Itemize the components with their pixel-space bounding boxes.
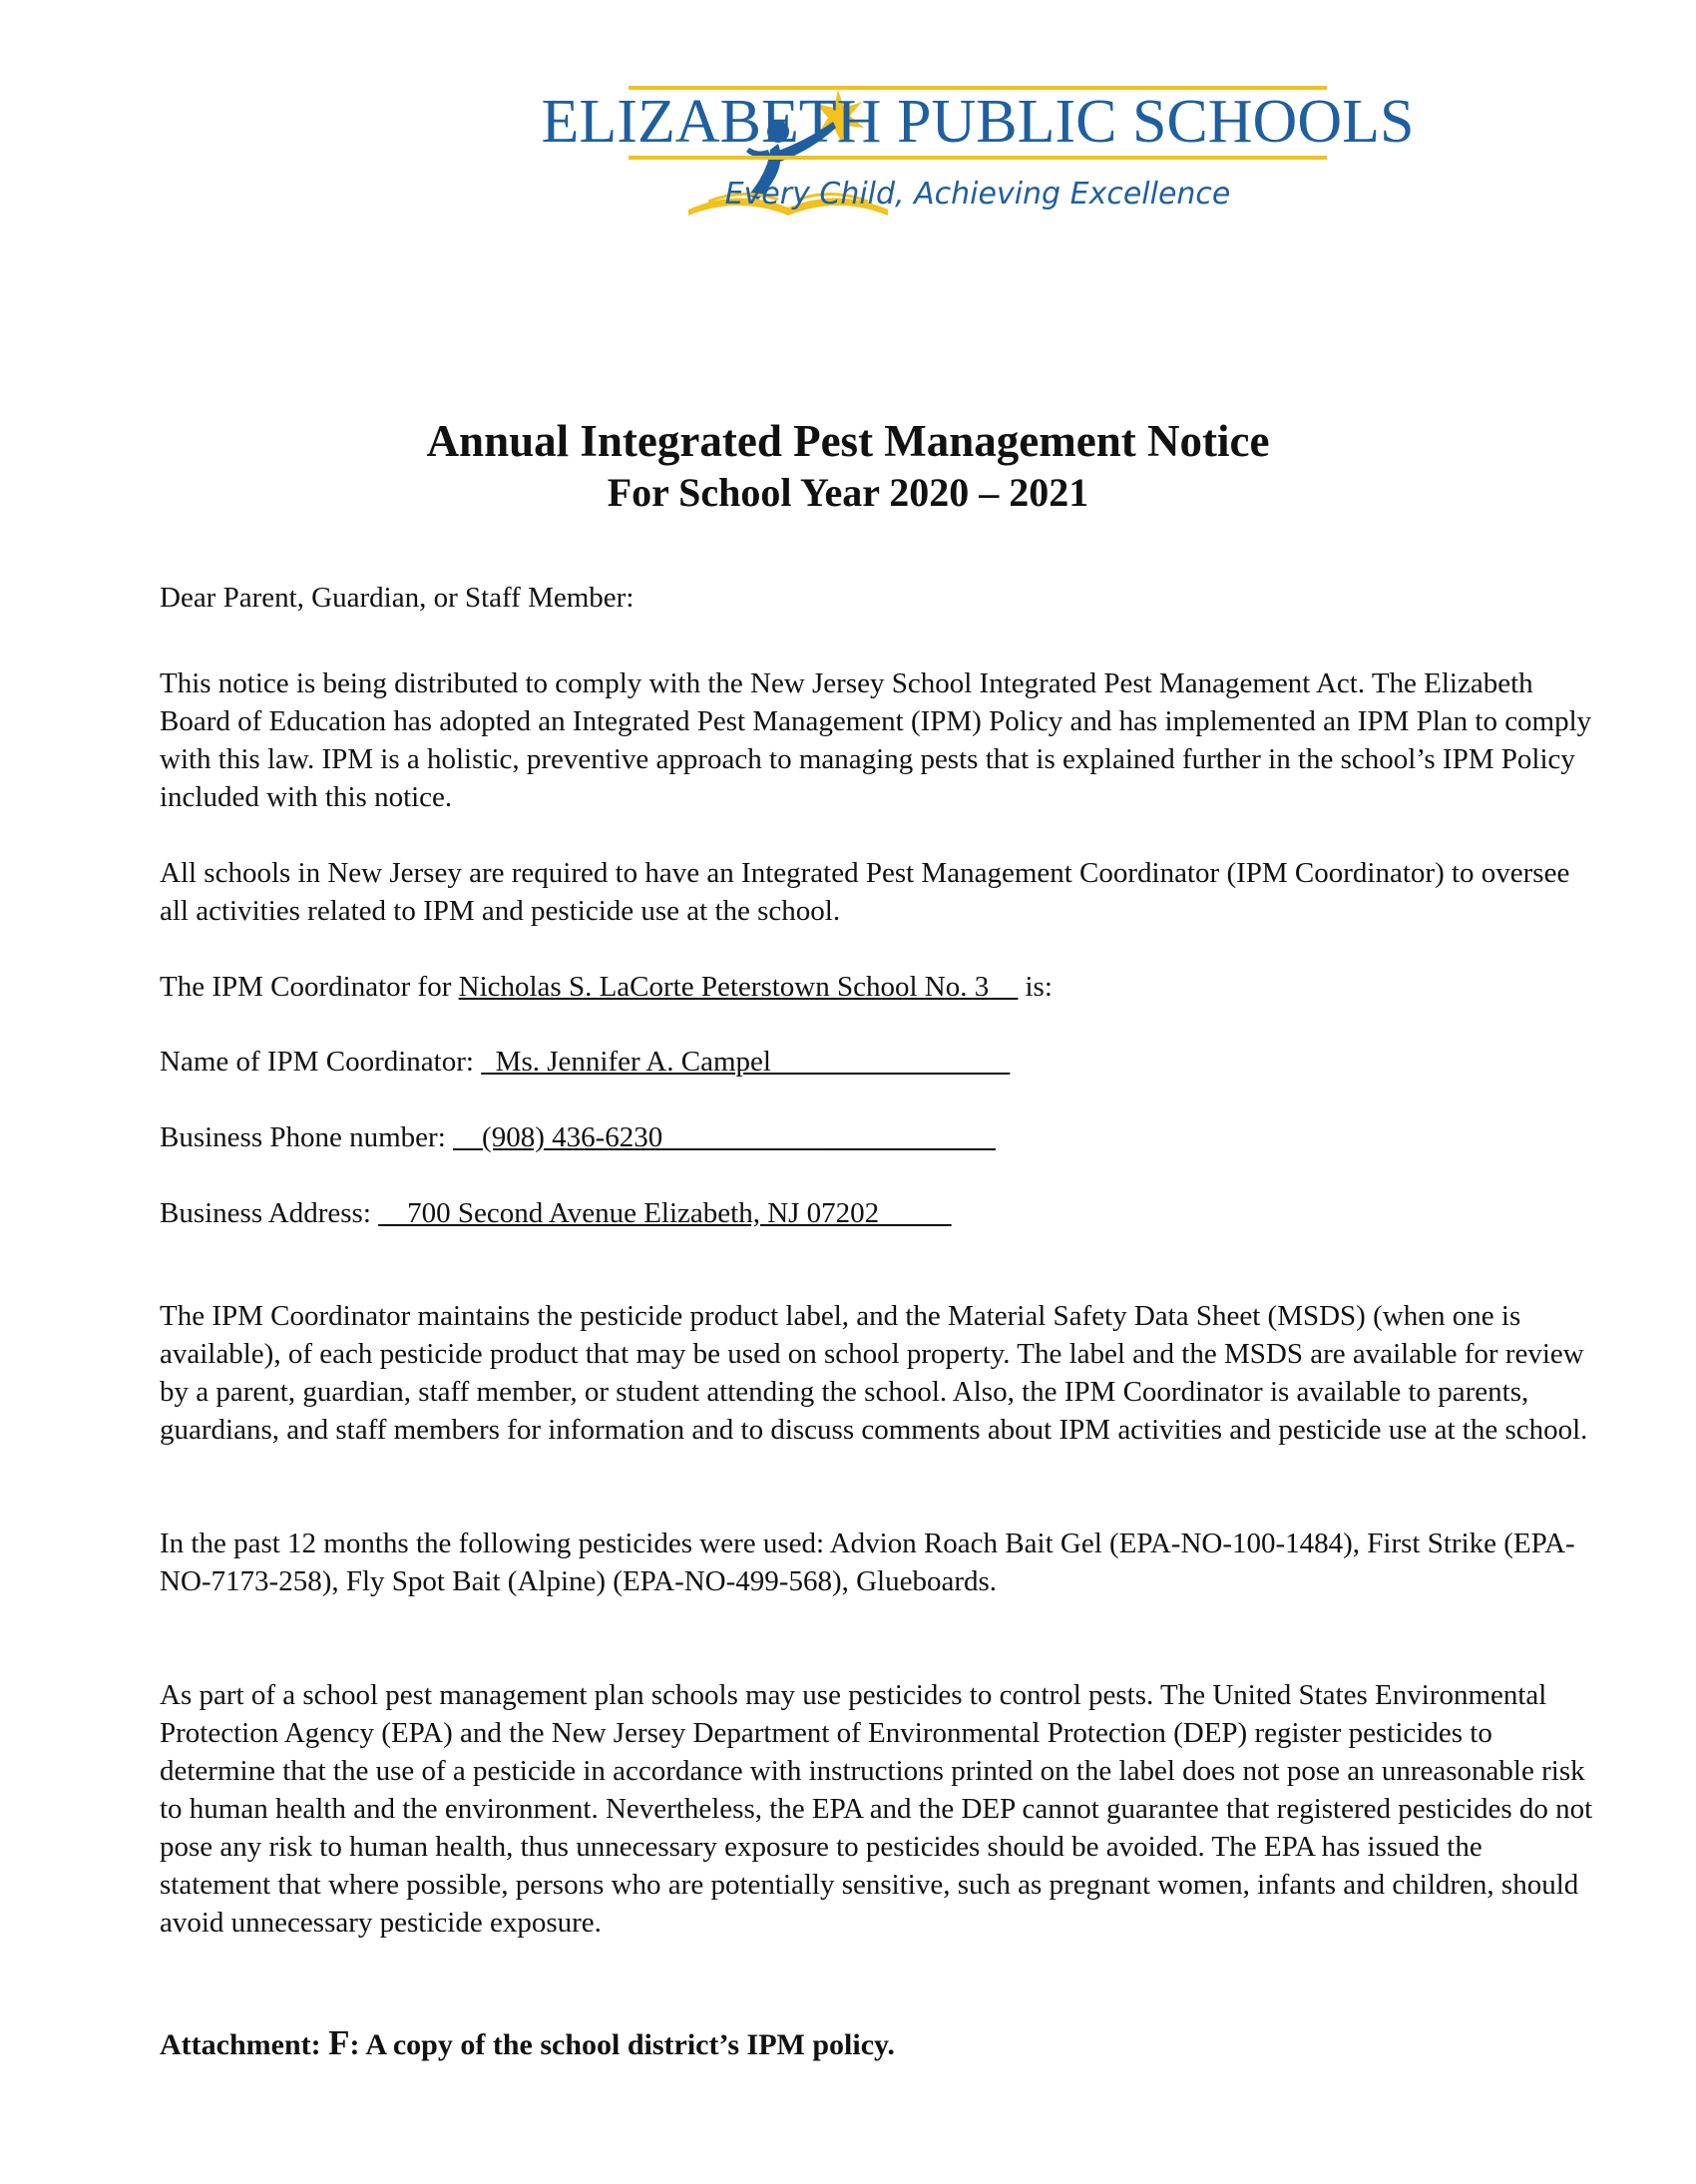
epa-statement-paragraph: As part of a school pest management plan schools may use pesticides to control pests. The United States Environmental Protection Agency (EPA) and the New Jersey Department of Environmental Protection (DEP) register pesticides to determine that the use of a pesticide in accordance with instructions printed on the label does not pose an unreasonable risk to human health and the environment. Nevertheless, the EPA and the DEP cannot guarantee that registered pesticides do not pose any risk to human health, thus unnecessary exposure to pesticides should be avoided. The EPA has issued the statement that where possible, persons who are potentially sensitive, such as pregnant women, infants and children, should avoid unnecessary pesticide exposure. bbox=[160, 1679, 1593, 1939]
district-name-wordmark bbox=[541, 80, 1415, 219]
coordinator-name-value: Ms. Jennifer A. Campel ____________ bbox=[481, 1046, 1011, 1078]
coordinator-line-suffix: is: bbox=[1018, 971, 1053, 1003]
business-phone-value: (908) 436-6230 ____________ bbox=[453, 1121, 996, 1153]
coordinator-name-field bbox=[160, 1043, 1010, 1081]
pesticides-used-paragraph: In the past 12 months the following pesticides were used: Advion Roach Bait Gel (EPA-NO-100-1484), First Strike (EPA-NO-7173-258), Fly Spot Bait (Alpine) (EPA-NO-499-568), Glueboards. bbox=[160, 1528, 1575, 1597]
business-phone-field bbox=[160, 1118, 996, 1156]
business-address-field bbox=[160, 1194, 952, 1232]
coordinator-line bbox=[160, 968, 1596, 1006]
business-address-value: 700 Second Avenue Elizabeth, NJ 07202 bbox=[378, 1197, 952, 1229]
business-phone-label: Business Phone number: bbox=[160, 1121, 454, 1153]
notice-title: Annual Integrated Pest Management Notice bbox=[426, 416, 1270, 466]
salutation: Dear Parent, Guardian, or Staff Member: bbox=[160, 582, 635, 614]
district-name-text: ELIZABETH PUBLIC SCHOOLS bbox=[541, 88, 1415, 156]
intro-paragraph: This notice is being distributed to comply with the New Jersey School Integrated Pest Management Act. The Elizabeth Board of Education has adopted an Integrated Pest Management (IPM) Policy and has implemented an IPM Plan to comply with this law. IPM is a holistic, preventive approach to managing pests that is explained further in the school’s IPM Policy included with this notice. bbox=[160, 667, 1592, 813]
attachment-line bbox=[160, 2023, 895, 2063]
business-address-label: Business Address: bbox=[160, 1197, 379, 1229]
district-tagline: Every Child, Achieving Excellence bbox=[724, 177, 1231, 212]
coordinator-name-label: Name of IPM Coordinator: bbox=[160, 1046, 482, 1078]
coordinator-requirement-paragraph: All schools in New Jersey are required to have an Integrated Pest Management Coordinator (IPM Coordinator) to oversee all activities related to IPM and pesticide use at the school. bbox=[160, 857, 1570, 927]
attachment-description: : A copy of the school district’s IPM policy. bbox=[349, 2028, 895, 2061]
school-name: Nicholas S. LaCorte Peterstown School No. 3__ bbox=[458, 971, 1019, 1003]
coordinator-line-prefix: The IPM Coordinator for bbox=[160, 971, 459, 1003]
school-year-subtitle: For School Year 2020 – 2021 bbox=[607, 470, 1089, 515]
attachment-label: Attachment: bbox=[160, 2028, 329, 2061]
district-logo bbox=[499, 80, 1415, 359]
coordinator-maintains-paragraph: The IPM Coordinator maintains the pesticide product label, and the Material Safety Data Sheet (MSDS) (when one is available), of each pesticide product that may be used on school property. The label and the MSDS are available for review by a parent, guardian, staff member, or student attending the school. Also, the IPM Coordinator is available to parents, guardians, and staff members for information and to discuss comments about IPM activities and pesticide use at the school. bbox=[160, 1300, 1588, 1446]
attachment-letter: F bbox=[328, 2023, 350, 2062]
